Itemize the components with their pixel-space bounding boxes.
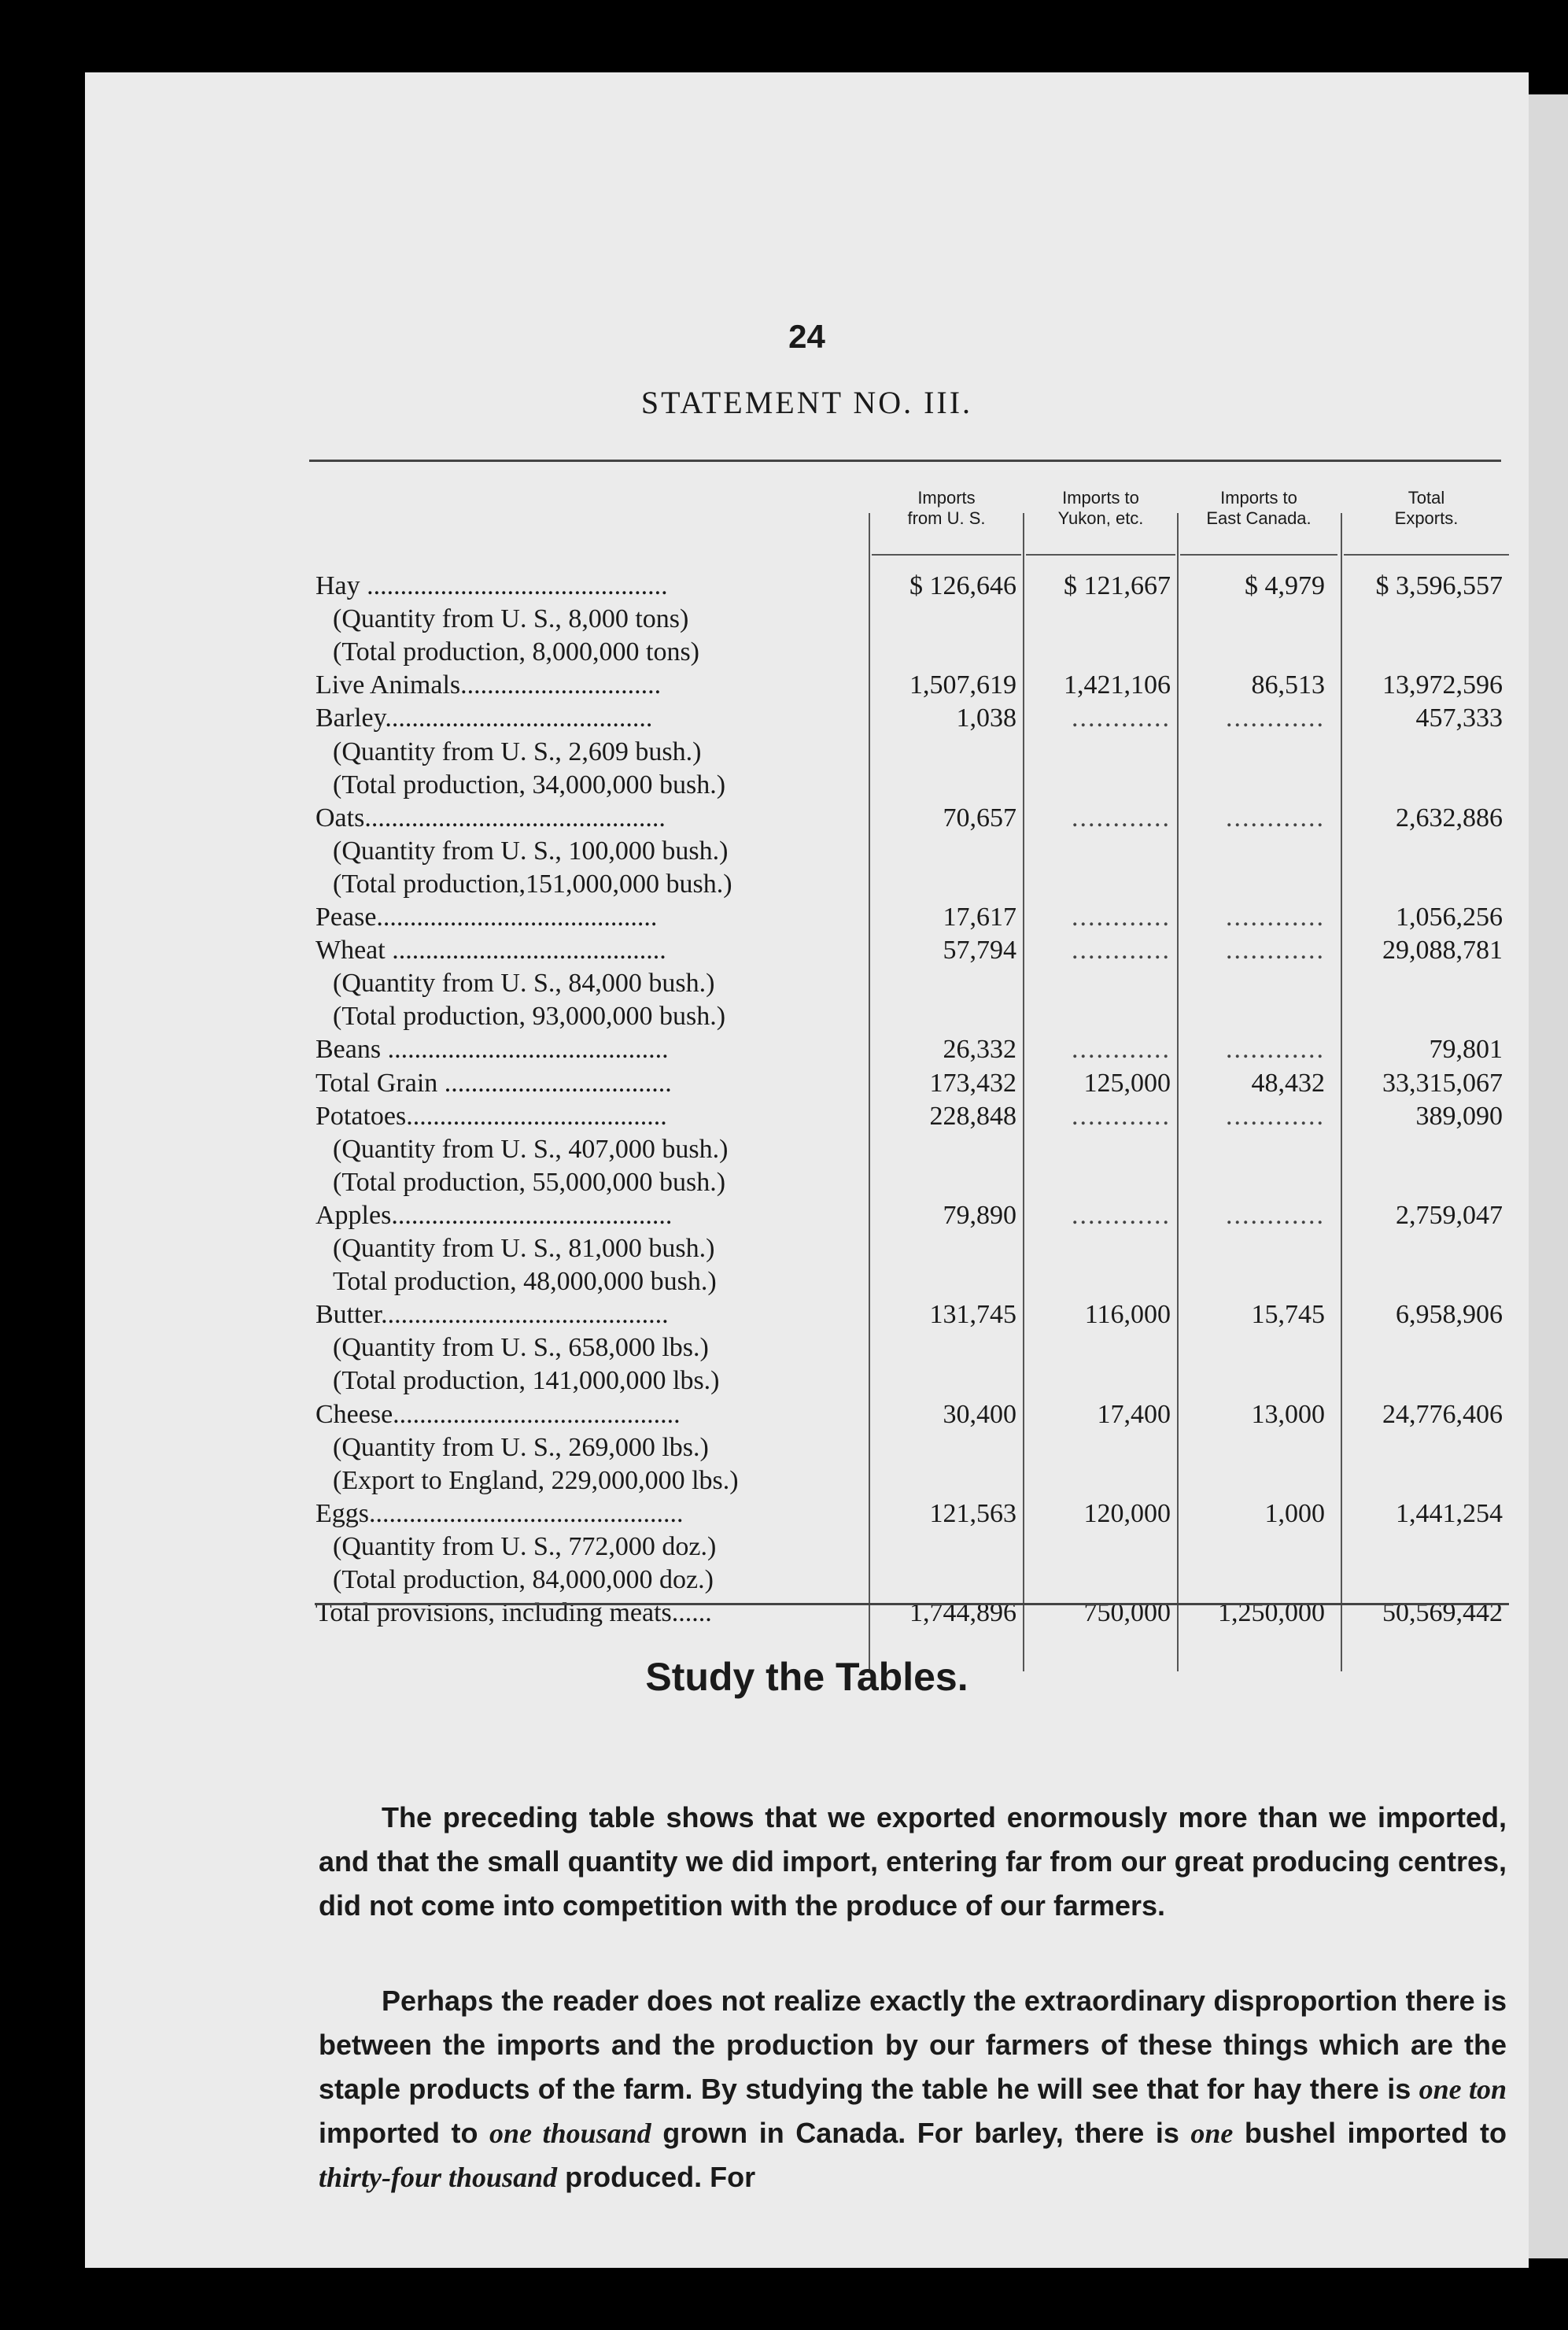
- row-note: (Quantity from U. S., 8,000 tons): [333, 604, 689, 634]
- page-number: 24: [788, 318, 825, 355]
- table-cell: 1,250,000: [1218, 1598, 1325, 1628]
- table-cell: ............: [1226, 903, 1325, 932]
- row-label: Total provisions, including meats......: [315, 1598, 712, 1628]
- table-row: [85, 802, 1529, 835]
- row-note: (Quantity from U. S., 269,000 lbs.): [333, 1432, 709, 1462]
- table-cell: ............: [1072, 936, 1171, 966]
- table-row: [85, 702, 1529, 735]
- table-row: [85, 1232, 1529, 1265]
- table-cell: $ 126,646: [909, 571, 1016, 600]
- table-cell: 86,513: [1251, 670, 1325, 700]
- table-cell: ............: [1226, 936, 1325, 966]
- col-header-total-exports: [1344, 488, 1509, 529]
- table-row: [85, 1199, 1529, 1232]
- row-label: Wheat .........................................: [315, 936, 666, 966]
- header-text: Imports to East Canada.: [1206, 488, 1312, 528]
- row-label: Barley........................................: [315, 703, 653, 733]
- table-row: [85, 1597, 1529, 1630]
- table-cell: 6,958,906: [1396, 1300, 1503, 1330]
- row-note: (Total production, 93,000,000 bush.): [333, 1002, 726, 1032]
- table-row: [85, 1431, 1529, 1464]
- table-row: [85, 636, 1529, 669]
- table-cell: 1,421,106: [1064, 670, 1171, 700]
- table-cell: 121,563: [929, 1498, 1016, 1528]
- italic-run: one: [1190, 2118, 1234, 2149]
- table-cell: 33,315,067: [1382, 1068, 1503, 1098]
- table-cell: ............: [1072, 1101, 1171, 1131]
- italic-run: one ton: [1419, 2073, 1507, 2105]
- row-label: Pease..........................................: [315, 903, 658, 932]
- row-note: (Quantity from U. S., 407,000 bush.): [333, 1134, 729, 1164]
- row-note: (Total production, 55,000,000 bush.): [333, 1167, 726, 1197]
- table-row: [85, 603, 1529, 636]
- table-row: [85, 1364, 1529, 1398]
- header-underline: [872, 554, 1021, 556]
- text-run: produced. For: [557, 2161, 756, 2193]
- row-label: Total Grain ..................................: [315, 1068, 672, 1098]
- table-cell: ............: [1072, 903, 1171, 932]
- table-cell: 131,745: [929, 1300, 1016, 1330]
- row-label: Apples..........................................: [315, 1200, 673, 1230]
- table-cell: 389,090: [1415, 1101, 1503, 1131]
- row-label: Potatoes.......................................: [315, 1101, 667, 1131]
- row-note: (Total production, 141,000,000 lbs.): [333, 1366, 720, 1396]
- table-cell: $ 3,596,557: [1375, 571, 1503, 600]
- table-cell: 17,617: [943, 903, 1016, 932]
- table-row: [85, 1033, 1529, 1066]
- table-cell: 57,794: [943, 936, 1016, 966]
- table-row: [85, 967, 1529, 1000]
- header-text: Imports from U. S.: [907, 488, 986, 528]
- text-run: imported to: [319, 2117, 490, 2149]
- row-note: (Quantity from U. S., 2,609 bush.): [333, 737, 702, 766]
- row-label: Beans ..........................................: [315, 1035, 669, 1065]
- table-cell: 1,056,256: [1396, 903, 1503, 932]
- adjacent-page-edge: [1529, 94, 1568, 2258]
- table-row: [85, 1464, 1529, 1497]
- header-text: Total Exports.: [1394, 488, 1459, 528]
- row-note: (Total production,151,000,000 bush.): [333, 869, 732, 899]
- table-row: [85, 769, 1529, 802]
- table-cell: 1,038: [956, 703, 1016, 733]
- row-note: (Export to England, 229,000,000 lbs.): [333, 1465, 739, 1495]
- table-row: [85, 1166, 1529, 1199]
- table-cell: $ 4,979: [1245, 571, 1325, 600]
- table-cell: 116,000: [1084, 1300, 1171, 1330]
- row-note: (Quantity from U. S., 772,000 doz.): [333, 1531, 717, 1561]
- scanned-page: [85, 72, 1529, 2268]
- row-note: (Total production, 34,000,000 bush.): [333, 770, 726, 799]
- row-note: (Quantity from U. S., 81,000 bush.): [333, 1234, 715, 1263]
- section-heading: Study the Tables.: [645, 1655, 968, 1699]
- table-cell: 50,569,442: [1382, 1598, 1503, 1628]
- table-row: [85, 868, 1529, 901]
- table-row: [85, 1265, 1529, 1298]
- row-note: (Total production, 84,000,000 doz.): [333, 1565, 714, 1594]
- table-cell: 2,759,047: [1396, 1200, 1503, 1230]
- table-row: [85, 1067, 1529, 1100]
- table-row: [85, 1564, 1529, 1597]
- row-note: (Quantity from U. S., 658,000 lbs.): [333, 1333, 709, 1363]
- table-cell: 2,632,886: [1396, 803, 1503, 833]
- table-cell: 1,441,254: [1396, 1498, 1503, 1528]
- table-cell: 30,400: [943, 1399, 1016, 1429]
- table-cell: 173,432: [929, 1068, 1016, 1098]
- table-cell: 125,000: [1083, 1068, 1171, 1098]
- table-cell: 120,000: [1083, 1498, 1171, 1528]
- statement-table: [85, 72, 1529, 2268]
- table-cell: 1,507,619: [909, 670, 1016, 700]
- table-cell: ............: [1072, 703, 1171, 733]
- paragraph-text: The preceding table shows that we exported enormously more than we imported, and that the small quantity we did import, entering far from our great producing centres, did not come into competition with the produce of our farmers.: [319, 1801, 1507, 1922]
- table-row: [85, 901, 1529, 934]
- table-row: [85, 1133, 1529, 1166]
- header-underline: [1026, 554, 1175, 556]
- row-label: Oats.............................................: [315, 803, 666, 833]
- row-label: Live Animals..............................: [315, 670, 662, 700]
- paragraph-2: [319, 1979, 1507, 2199]
- paragraph-text: [319, 1979, 1507, 2199]
- table-row: [85, 835, 1529, 868]
- row-label: Eggs...............................................: [315, 1498, 684, 1528]
- header-text: Imports to Yukon, etc.: [1057, 488, 1144, 528]
- table-cell: 1,000: [1264, 1498, 1325, 1528]
- table-row: [85, 934, 1529, 967]
- table-cell: ............: [1226, 703, 1325, 733]
- row-note: (Quantity from U. S., 84,000 bush.): [333, 969, 715, 999]
- text-run: bushel imported to: [1233, 2117, 1507, 2149]
- table-cell: 29,088,781: [1382, 936, 1503, 966]
- table-cell: 750,000: [1083, 1598, 1171, 1628]
- row-note: (Quantity from U. S., 100,000 bush.): [333, 836, 729, 866]
- italic-run: one thousand: [489, 2118, 651, 2149]
- row-note: Total production, 48,000,000 bush.): [333, 1267, 717, 1297]
- table-cell: $ 121,667: [1064, 571, 1171, 600]
- col-header-imports-us: [872, 488, 1021, 529]
- col-header-imports-yukon: [1026, 488, 1175, 529]
- table-cell: 70,657: [943, 803, 1016, 833]
- table-cell: 79,890: [943, 1200, 1016, 1230]
- italic-run: thirty-four thousand: [319, 2162, 558, 2193]
- table-cell: 1,744,896: [909, 1598, 1016, 1628]
- col-header-imports-east-canada: [1180, 488, 1337, 529]
- table-cell: 13,000: [1251, 1399, 1325, 1429]
- table-cell: ............: [1072, 1035, 1171, 1065]
- paragraph-1: [319, 1796, 1507, 1928]
- row-label: Butter...........................................: [315, 1300, 669, 1330]
- table-cell: 79,801: [1429, 1035, 1503, 1065]
- table-row: [85, 1398, 1529, 1431]
- text-run: grown in Canada. For barley, there is: [651, 2117, 1191, 2149]
- table-cell: 457,333: [1415, 703, 1503, 733]
- table-cell: 26,332: [943, 1035, 1016, 1065]
- table-row: [85, 1298, 1529, 1331]
- row-note: (Total production, 8,000,000 tons): [333, 637, 700, 667]
- table-row: [85, 1331, 1529, 1364]
- table-cell: ............: [1226, 1101, 1325, 1131]
- table-cell: ............: [1072, 803, 1171, 833]
- table-cell: ............: [1072, 1200, 1171, 1230]
- table-cell: ............: [1226, 1200, 1325, 1230]
- table-cell: 24,776,406: [1382, 1399, 1503, 1429]
- header-underline: [1180, 554, 1337, 556]
- table-cell: 17,400: [1097, 1399, 1171, 1429]
- row-label: Hay .............................................: [315, 571, 668, 600]
- table-cell: 48,432: [1251, 1068, 1325, 1098]
- table-row: [85, 1497, 1529, 1531]
- table-cell: ............: [1226, 803, 1325, 833]
- row-label: Cheese...........................................: [315, 1399, 681, 1429]
- text-run: Perhaps the reader does not realize exactly the extraordinary disproportion there is between the imports and the production by our farmers of these things which are the staple products of the farm. By studying the table he will see that for hay there is: [319, 1985, 1507, 2105]
- table-row: [85, 1100, 1529, 1133]
- statement-title: STATEMENT NO. III.: [640, 385, 973, 420]
- table-row: [85, 736, 1529, 769]
- table-row: [85, 1531, 1529, 1564]
- table-row: [85, 570, 1529, 603]
- table-cell: 15,745: [1251, 1300, 1325, 1330]
- table-cell: 228,848: [929, 1101, 1016, 1131]
- table-cell: ............: [1226, 1035, 1325, 1065]
- table-row: [85, 1000, 1529, 1033]
- table-cell: 13,972,596: [1382, 670, 1503, 700]
- bottom-rule: [315, 1603, 1509, 1605]
- table-row: [85, 669, 1529, 702]
- header-underline: [1344, 554, 1509, 556]
